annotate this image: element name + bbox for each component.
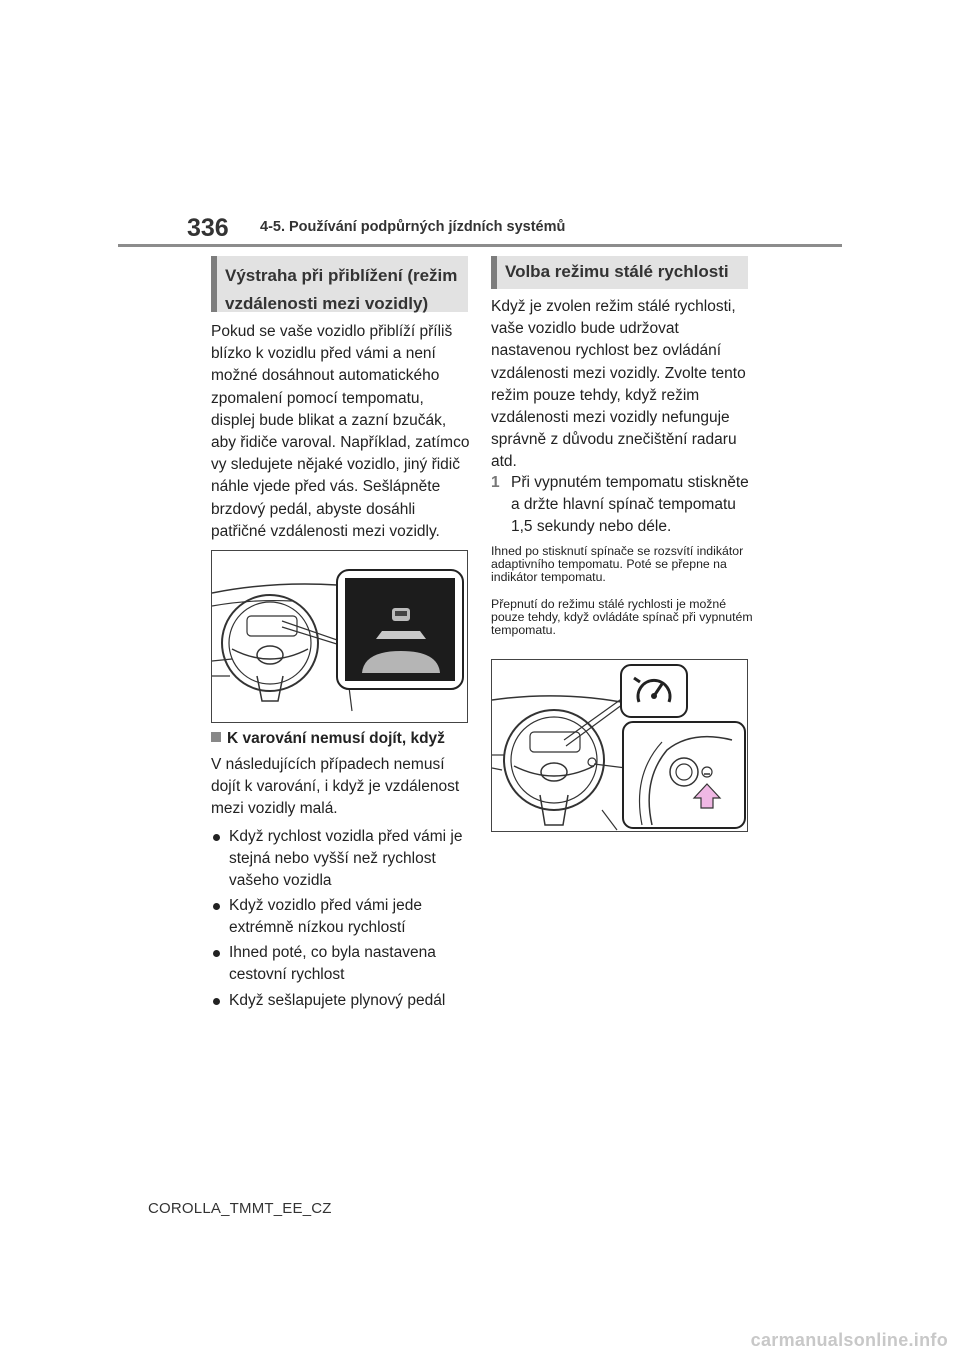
bullet-dot-icon [213,903,220,910]
approach-warning-paragraph: Pokud se vaše vozidlo přiblíží příliš blízko k vozidlu před vámi a není možné dosáhnout automatického zpomalení pomocí tempomatu, displej bude blikat a zazní bzučák, aby řidiče varoval. Například, zatímco vy sledujete nějaké vozidlo, jiný řidič náhle vjede před vás. Sešlápněte brzdový pedál, abyste dosáhli patřičné vzdálenosti mezi vozidly. [211,323,470,540]
header-rule [118,244,842,247]
heading-constant-speed-mode: Volba režimu stálé rychlosti [491,256,748,289]
bullet-dot-icon [213,950,220,957]
section-title: 4-5. Používání podpůrných jízdních systémů [260,219,566,235]
bullet-dot-icon [213,834,220,841]
figure-cruise-switch [491,659,748,832]
note-indicator: Ihned po stisknutí spínače se rozsvítí indikátor adaptivního tempomatu. Poté se přepne na indikátor tempomatu. [491,544,744,584]
dashboard-illustration-right [492,660,747,831]
step-item [491,472,753,539]
footer-code: COROLLA_TMMT_EE_CZ [148,1200,332,1217]
list-item: Když sešlapujete plynový pedál [211,990,473,1012]
square-bullet-icon [211,732,221,742]
step-number: 1 [491,474,500,491]
heading-approach-warning: Výstraha při přiblížení (režim vzdálenosti mezi vozidly) [211,256,468,312]
list-item: Když vozidlo před vámi jede extrémně nízkou rychlostí [211,895,473,939]
constant-speed-paragraph: Když je zvolen režim stálé rychlosti, vaše vozidlo bude udržovat nastavenou rychlost bez ovládání vzdálenosti mezi vozidly. Zvolte tento režim pouze tehdy, když režim vzdálenosti mezi vozidly nefunguje správně z důvodu znečištění radaru atd. [491,298,746,471]
figure-approach-warning-display [211,550,468,723]
note-mode-switch: Přepnutí do režimu stálé rychlosti je možné pouze tehdy, když ovládáte spínač při vypnutém tempomatu. [491,597,753,637]
subheading-no-warning: K varování nemusí dojít, když [211,730,445,748]
distance-bar-icon [376,631,426,639]
list-item: Když rychlost vozidla před vámi je stejná nebo vyšší než rychlost vašeho vozidla [211,826,473,893]
step-text: Při vypnutém tempomatu stiskněte a držte hlavní spínač tempomatu 1,5 sekundy nebo déle. [511,474,749,536]
watermark: carmanualsonline.info [750,1330,948,1350]
page-number: 336 [187,214,229,242]
dashboard-illustration-left [212,551,467,722]
no-warning-intro: V následujících případech nemusí dojít k varování, i když je vzdálenost mezi vozidly malá. [211,756,460,818]
list-item: Ihned poté, co byla nastavena cestovní rychlost [211,942,473,986]
bullet-dot-icon [213,998,220,1005]
vehicle-ahead-icon [392,608,410,621]
steering-wheel-icon [222,595,318,691]
